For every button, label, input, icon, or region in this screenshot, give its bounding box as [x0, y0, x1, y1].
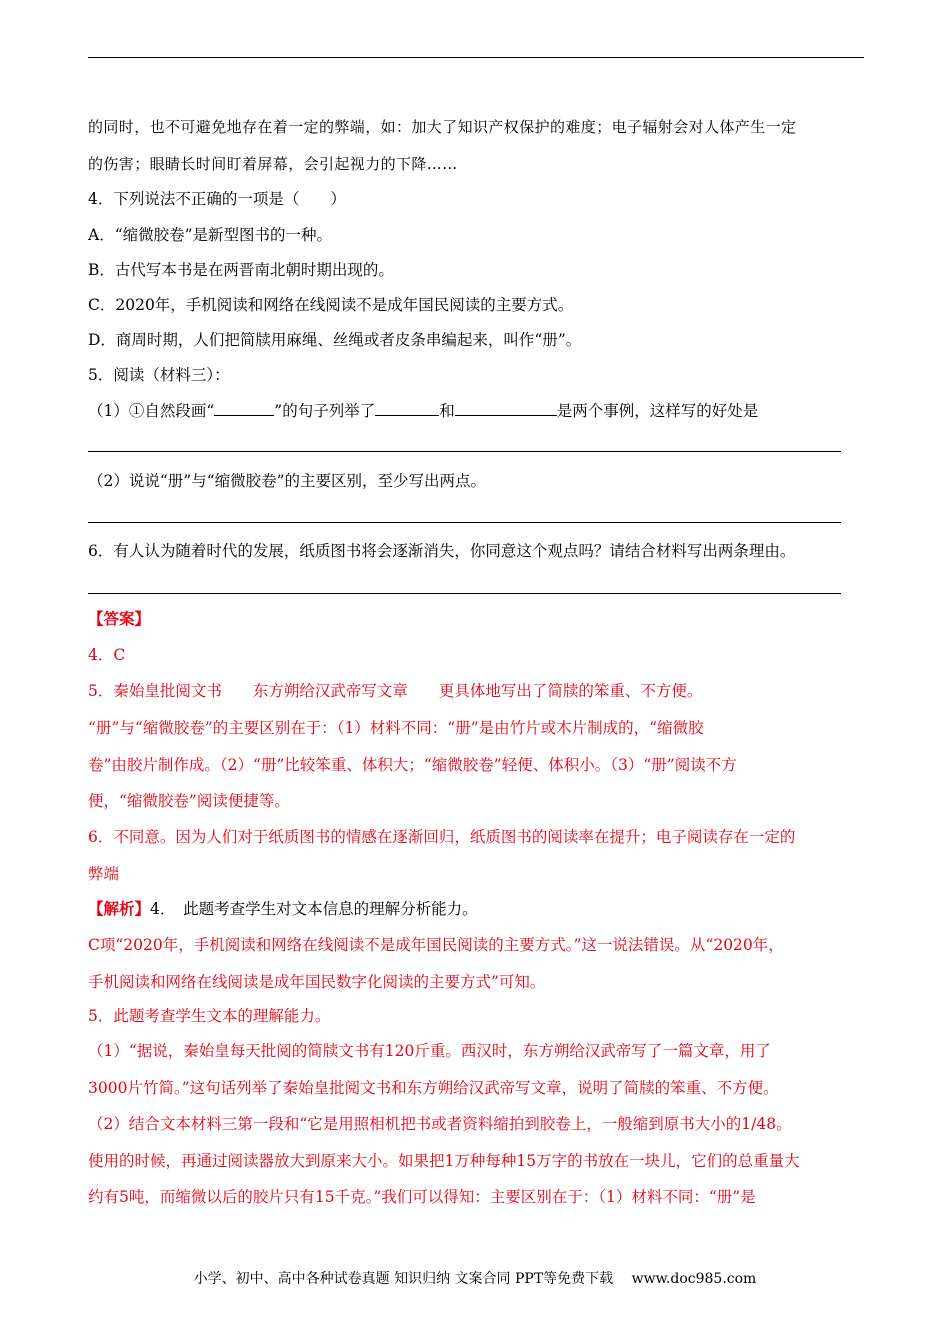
- answer-blank[interactable]: [214, 400, 274, 416]
- answer-5-line-2: “册”与“缩微胶卷”的主要区别在于：（1）材料不同：“册”是由竹片或木片制成的，“缩微胶: [88, 719, 704, 737]
- header-rule: [88, 57, 864, 58]
- analysis-4-line-1: C项“2020年，手机阅读和网络在线阅读不是成年国民阅读的主要方式。”这一说法错误。从“2020年，: [88, 936, 784, 954]
- analysis-4-heading: [88, 899, 478, 919]
- analysis-5-line-1: （1）“据说，秦始皇每天批阅的简牍文书有120斤重。西汉时，东方朔给汉武帝写了一篇文章，用了: [88, 1042, 771, 1060]
- q4-option-b: B．古代写本书是在两晋南北朝时期出现的。: [88, 261, 394, 279]
- q4-option-d: D．商周时期，人们把简牍用麻绳、丝绳或者皮条串编起来，叫作“册”。: [88, 331, 582, 349]
- q5-sub1-part-b: ”的句子列举了: [274, 402, 376, 420]
- q4-option-c: C．2020年，手机阅读和网络在线阅读不是成年国民阅读的主要方式。: [88, 296, 574, 314]
- q5-sub1-part-c: 和: [439, 402, 455, 420]
- answer-4: 4．C: [88, 646, 126, 664]
- answer-line[interactable]: [88, 593, 841, 594]
- analysis-5-line-2: 3000片竹简。”这句话列举了秦始皇批阅文书和东方朔给汉武帝写文章，说明了简牍的笨重、不方便。: [88, 1079, 779, 1097]
- analysis-4-line-2: 手机阅读和网络在线阅读是成年国民数字化阅读的主要方式”可知。: [88, 973, 546, 991]
- analysis-heading: 【解析】: [88, 899, 151, 918]
- material-line-2: 的伤害；眼睛长时间盯着屏幕，会引起视力的下降……: [88, 155, 458, 173]
- q5-stem: 5．阅读（材料三）：: [88, 366, 230, 384]
- answer-heading: 【答案】: [88, 609, 151, 628]
- material-line-1: 的同时，也不可避免地存在着一定的弊端，如：加大了知识产权保护的难度；电子辐射会对人体产生一定: [88, 118, 797, 136]
- answer-line[interactable]: [88, 451, 841, 452]
- analysis-5-line-3: （2）结合文本材料三第一段和“它是用照相机把书或者资料缩拍到胶卷上，一般缩到原书大小的1/48。: [88, 1115, 792, 1133]
- answer-6-line-2: 弊端: [88, 865, 120, 883]
- answer-blank[interactable]: [455, 400, 557, 416]
- analysis-5-line-5: 约有5吨，而缩微以后的胶片只有15千克。”我们可以得知：主要区别在于：（1）材料不同：“册”是: [88, 1188, 756, 1206]
- analysis-5-line-4: 使用的时候，再通过阅读器放大到原来大小。如果把1万种每种15万字的书放在一块儿，它们的总重量大: [88, 1152, 800, 1170]
- answer-line[interactable]: [88, 522, 841, 523]
- answer-6-line-1: 6．不同意。因为人们对于纸质图书的情感在逐渐回归，纸质图书的阅读率在提升；电子阅读存在一定的: [88, 828, 796, 846]
- analysis-4-intro: 4． 此题考查学生对文本信息的理解分析能力。: [150, 900, 478, 918]
- answer-5-line-3: 卷”由胶片制作成。（2）“册”比较笨重、体积大；“缩微胶卷”轻便、体积小。（3）“册”阅读不方: [88, 756, 737, 774]
- q5-sub1-part-a: （1）①自然段画“: [88, 402, 215, 420]
- answer-blank[interactable]: [375, 400, 439, 416]
- page-footer: 小学、初中、高中各种试卷真题 知识归纳 文案合同 PPT等免费下载 www.doc985.com: [193, 1271, 757, 1287]
- q6-stem: 6．有人认为随着时代的发展，纸质图书将会逐渐消失，你同意这个观点吗？请结合材料写出两条理由。: [88, 542, 796, 560]
- q5-sub2: （2）说说“册”与“缩微胶卷”的主要区别，至少写出两点。: [88, 472, 487, 490]
- q4-option-a: A．“缩微胶卷”是新型图书的一种。: [88, 226, 333, 244]
- q5-sub1-part-d: 是两个事例，这样写的好处是: [556, 402, 759, 420]
- answer-5-line-1: 5．秦始皇批阅文书 东方朔给汉武帝写文章 更具体地写出了简牍的笨重、不方便。: [88, 682, 703, 700]
- analysis-5-heading: 5．此题考查学生文本的理解能力。: [88, 1007, 331, 1025]
- q5-sub1: [88, 400, 758, 421]
- answer-5-line-4: 便，“缩微胶卷”阅读便捷等。: [88, 792, 290, 810]
- q4-stem: 4．下列说法不正确的一项是（ ）: [88, 190, 346, 208]
